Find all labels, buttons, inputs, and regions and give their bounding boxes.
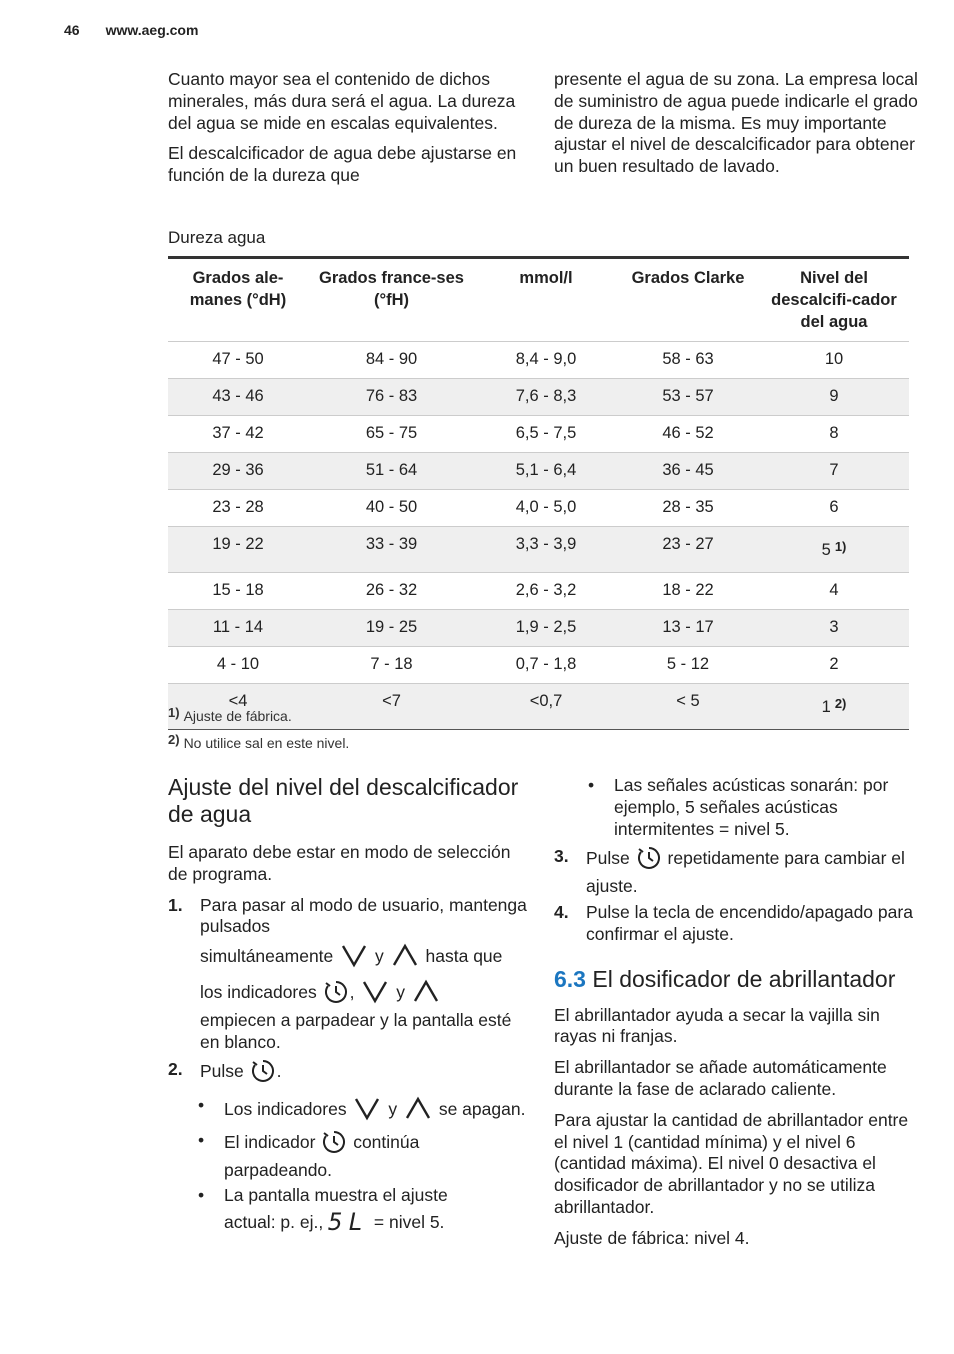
bullet-text: se apagan. xyxy=(438,1099,526,1120)
step-text: empiecen a parpadear y la pantalla esté en blanco. xyxy=(200,1009,512,1052)
footnote-1 xyxy=(168,705,292,724)
table-cell-dh: 15 - 18 xyxy=(168,573,308,610)
table-cell-level: 10 xyxy=(759,342,909,379)
col-header-level: Nivel del descalcifi-cador del agua xyxy=(759,258,909,342)
table-cell-clarke: 18 - 22 xyxy=(617,573,759,610)
chevron-up-icon xyxy=(391,942,419,974)
table-header-row xyxy=(168,258,909,342)
page-number: 46 xyxy=(64,22,80,38)
footnote-mark: 1) xyxy=(168,705,180,720)
table-cell-fh: 33 - 39 xyxy=(308,527,475,573)
table-cell-clarke: 23 - 27 xyxy=(617,527,759,573)
chevron-down-icon xyxy=(340,942,368,974)
table-cell-mmol: 0,7 - 1,8 xyxy=(475,647,617,684)
table-cell-level xyxy=(759,527,909,573)
step-number: 1. xyxy=(168,894,183,915)
list-item xyxy=(196,1095,528,1127)
bullet-text: Los indicadores xyxy=(224,1099,347,1120)
section-title: Ajuste del nivel del descalcificador de agua xyxy=(168,774,519,827)
table-cell-mmol: 3,3 - 3,9 xyxy=(475,527,617,573)
bullet-text: • La pantalla muestra el ajuste xyxy=(224,1184,448,1205)
section-title-text: El dosificador de abrillantador xyxy=(592,965,896,992)
table-row xyxy=(168,342,909,379)
page-header xyxy=(64,22,224,38)
intro-paragraph: El descalcificador de agua debe ajustarse en función de la dureza que xyxy=(168,143,517,186)
table-cell-level xyxy=(759,684,909,730)
table-cell-mmol: 7,6 - 8,3 xyxy=(475,379,617,416)
step-1 xyxy=(168,895,528,1054)
chevron-up-icon xyxy=(404,1095,432,1127)
display-readout: 5L xyxy=(328,1208,370,1237)
step-text: repetidamente para cambiar el ajuste. xyxy=(586,848,905,897)
table-cell-fh: 40 - 50 xyxy=(308,490,475,527)
table-cell-dh: 29 - 36 xyxy=(168,453,308,490)
col-header-mmol: mmol/l xyxy=(475,258,617,342)
footnote-text: No utilice sal en este nivel. xyxy=(183,735,350,751)
table-cell-level: 4 xyxy=(759,573,909,610)
table-cell-mmol: 4,0 - 5,0 xyxy=(475,490,617,527)
table-cell-mmol: 1,9 - 2,5 xyxy=(475,610,617,647)
table-cell-fh: 7 - 18 xyxy=(308,647,475,684)
intro-paragraph: presente el agua de su zona. La empresa local de suministro de agua puede indicarle el grado de dureza de la misma. Es muy importante ajustar el nivel de descalcificador para obtener un buen resultado de lavado. xyxy=(554,69,918,177)
table-cell-clarke: 5 - 12 xyxy=(617,647,759,684)
level-value: 5 xyxy=(821,541,831,559)
col-header-clarke: Grados Clarke xyxy=(617,258,759,342)
table-caption: Dureza agua xyxy=(168,228,266,247)
table-cell-mmol: <0,7 xyxy=(475,684,617,730)
list-item xyxy=(196,1130,528,1182)
table-cell-clarke: 28 - 35 xyxy=(617,490,759,527)
table-row xyxy=(168,453,909,490)
bullet-text: Las señales acústicas sonarán: por ejemplo, 5 señales acústicas intermitentes = nivel 5. xyxy=(614,775,889,839)
step-3 xyxy=(554,846,919,898)
footnote-ref: 2) xyxy=(834,696,847,711)
col-header-dh: Grados ale-manes (°dH) xyxy=(168,258,308,342)
step-text: y xyxy=(375,946,384,967)
bullet-text: y xyxy=(388,1099,398,1120)
table-row xyxy=(168,647,909,684)
table-cell-dh: 23 - 28 xyxy=(168,490,308,527)
table-cell-dh: 43 - 46 xyxy=(168,379,308,416)
section-intro: El aparato debe estar en modo de selección de programa. xyxy=(168,842,511,884)
table-cell-mmol: 5,1 - 6,4 xyxy=(475,453,617,490)
table-cell-mmol: 6,5 - 7,5 xyxy=(475,416,617,453)
table-row xyxy=(168,490,909,527)
step-text: , xyxy=(349,981,355,1002)
step-text: Pulse la tecla de encendido/apagado para confirmar el ajuste. xyxy=(586,901,913,944)
section-right xyxy=(554,775,919,1259)
step-text: y xyxy=(396,981,405,1002)
paragraph: Para ajustar la cantidad de abrillantador entre el nivel 1 (cantidad mínima) y el nivel 6 (cantidad máxima). El nivel 0 desactiva el dosificador de abrillantador y no se utiliza abrillantador. xyxy=(554,1109,909,1217)
intro-left xyxy=(168,69,528,196)
bullet-text: continúa parpadeando. xyxy=(224,1131,420,1180)
paragraph: Ajuste de fábrica: nivel 4. xyxy=(554,1227,750,1248)
table-cell-clarke: 53 - 57 xyxy=(617,379,759,416)
footnote-ref: 1) xyxy=(834,539,847,554)
table-row xyxy=(168,573,909,610)
table-cell-fh: 26 - 32 xyxy=(308,573,475,610)
table-cell-mmol: 8,4 - 9,0 xyxy=(475,342,617,379)
bullet-text: = nivel 5. xyxy=(373,1212,445,1233)
step-number: 2. xyxy=(168,1059,183,1080)
table-cell-level: 9 xyxy=(759,379,909,416)
table-cell-dh: 37 - 42 xyxy=(168,416,308,453)
table-cell-dh: 47 - 50 xyxy=(168,342,308,379)
table-cell-clarke: 36 - 45 xyxy=(617,453,759,490)
footnote-text: Ajuste de fábrica. xyxy=(183,708,292,724)
table-cell-mmol: 2,6 - 3,2 xyxy=(475,573,617,610)
table-row xyxy=(168,416,909,453)
table-cell-clarke: 13 - 17 xyxy=(617,610,759,647)
step-number: 4. xyxy=(554,901,569,922)
footnote-mark: 2) xyxy=(168,732,180,747)
bullet-text: actual: p. ej., xyxy=(224,1212,324,1233)
table-cell-fh: <7 xyxy=(308,684,475,730)
table-cell-dh: 19 - 22 xyxy=(168,527,308,573)
chevron-up-icon xyxy=(412,978,440,1010)
clock-icon xyxy=(322,1130,346,1160)
table-cell-dh: 4 - 10 xyxy=(168,647,308,684)
table-cell-clarke: 58 - 63 xyxy=(617,342,759,379)
clock-icon xyxy=(251,1059,275,1089)
table-cell-clarke: 46 - 52 xyxy=(617,416,759,453)
section-softener-left xyxy=(168,774,528,1238)
level-value: 1 xyxy=(821,698,831,716)
site-url: www.aeg.com xyxy=(105,22,199,38)
clock-icon xyxy=(324,980,348,1010)
clock-icon xyxy=(637,846,661,876)
table-row xyxy=(168,610,909,647)
table-cell-level: 6 xyxy=(759,490,909,527)
step-4 xyxy=(554,902,919,946)
table-cell-level: 8 xyxy=(759,416,909,453)
paragraph: El abrillantador se añade automáticamente durante la fase de aclarado caliente. xyxy=(554,1057,887,1099)
table-cell-dh: 11 - 14 xyxy=(168,610,308,647)
table-row xyxy=(168,379,909,416)
section-title xyxy=(554,966,919,993)
footnote-2 xyxy=(168,732,349,751)
table-cell-fh: 51 - 64 xyxy=(308,453,475,490)
table-cell-level: 7 xyxy=(759,453,909,490)
table-cell-fh: 65 - 75 xyxy=(308,416,475,453)
intro-paragraph: Cuanto mayor sea el contenido de dichos minerales, más dura será el agua. La dureza del agua se mide en escalas equivalentes. xyxy=(168,69,516,133)
table-cell-level: 3 xyxy=(759,610,909,647)
step-text: hasta que xyxy=(425,946,503,967)
step-text: Pulse xyxy=(586,848,630,869)
table-cell-level: 2 xyxy=(759,647,909,684)
table-row xyxy=(168,527,909,573)
table-cell-clarke: < 5 xyxy=(617,684,759,730)
step-text: Pulse xyxy=(200,1061,244,1082)
step-text: los indicadores xyxy=(200,981,317,1002)
paragraph: El abrillantador ayuda a secar la vajilla sin rayas ni franjas. xyxy=(554,1004,880,1047)
step-text: Para pasar al modo de usuario, mantenga pulsados xyxy=(200,894,527,937)
chevron-down-icon xyxy=(361,978,389,1010)
section-number: 6.3 xyxy=(554,965,586,992)
intro-right xyxy=(554,69,919,187)
list-item xyxy=(196,1185,528,1235)
list-item xyxy=(586,775,919,840)
chevron-down-icon xyxy=(353,1095,381,1127)
table-cell-fh: 84 - 90 xyxy=(308,342,475,379)
bullet-text: El indicador xyxy=(224,1131,316,1152)
table-cell-fh: 76 - 83 xyxy=(308,379,475,416)
step-text: simultáneamente xyxy=(200,946,334,967)
step-2 xyxy=(168,1059,528,1237)
step-number: 3. xyxy=(554,846,569,867)
step-text: . xyxy=(276,1061,282,1082)
water-hardness-table xyxy=(168,256,909,730)
table-cell-fh: 19 - 25 xyxy=(308,610,475,647)
col-header-fh: Grados france-ses (°fH) xyxy=(308,258,475,342)
table-cell-dh: <4 xyxy=(168,684,308,730)
